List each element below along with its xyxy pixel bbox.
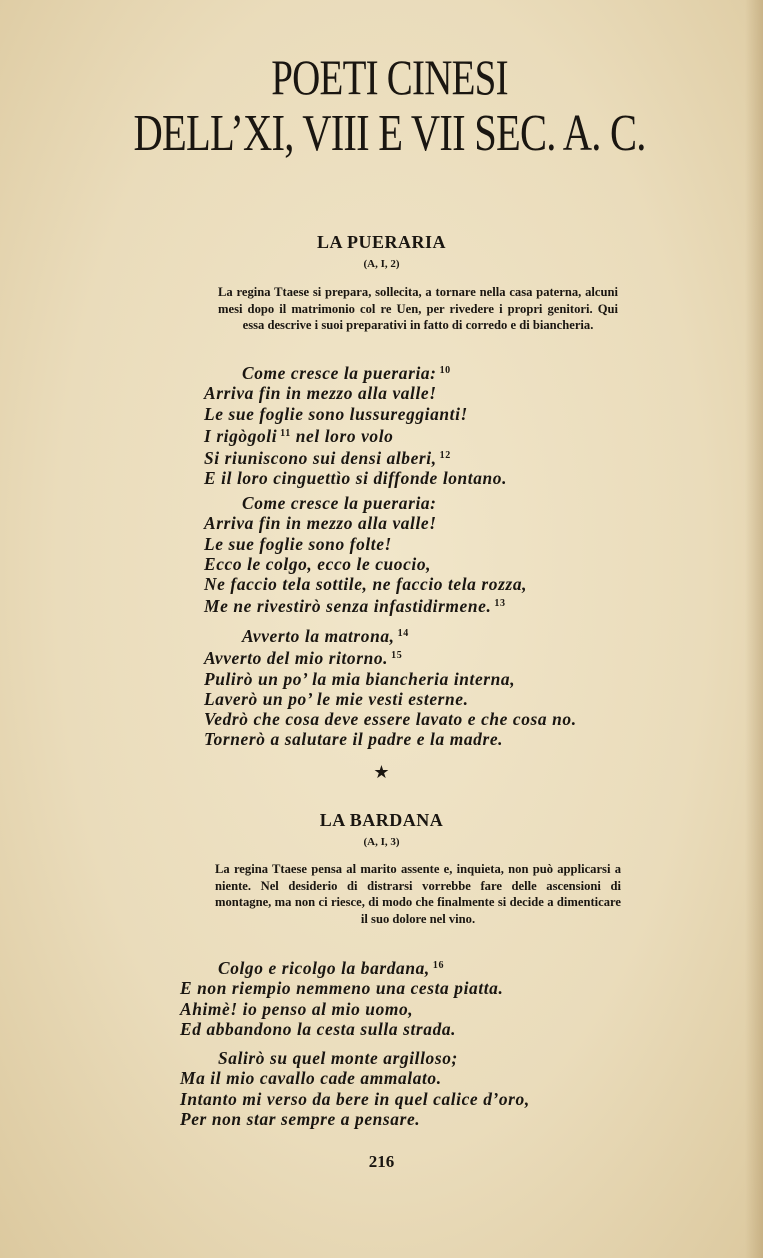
poem-2-intro: La regina Ttaese pensa al marito assente e, inquieta, non può applicarsi a niente. Nel desiderio di distrarsi vorrebbe fare delle ascensioni di montagne, ma non ci riesce, di modo che finalmente si decide a dimenticare il suo dolore nel vino. [215,862,621,926]
verse-line [204,646,577,668]
verse-text: Ecco le colgo, ecco le cuocio, [204,553,432,574]
poem-2-heading: LA BARDANA [319,810,444,830]
verse-line [180,956,503,978]
verse-text: Come cresce la pueraria: [242,493,437,513]
verse-line [204,574,527,594]
verse-line [204,424,507,446]
verse-text: I rigògoli [204,425,278,446]
poem-1-reference: (A, I, 2) [363,258,400,270]
verse-text: Tornerò a salutare il padre e la madre. [204,729,504,750]
verse-text: Intanto mi verso da bere in quel calice d’oro, [180,1088,530,1109]
verse-line [180,999,503,1019]
poem-2-stanza-1 [180,956,503,1039]
verse-line [204,554,527,574]
verse-text: Ma il mio cavallo cade ammalato. [180,1068,442,1089]
verse-line [180,1048,530,1068]
verse-line [204,446,507,468]
verse-line [204,709,577,729]
poem-1-stanza-1 [204,361,507,489]
verse-line [180,1068,530,1088]
footnote-marker: 11 [280,427,291,439]
footnote-marker: 16 [432,960,445,971]
verse-line [204,383,507,403]
verse-text-continued: nel loro volo [290,425,394,446]
poem-2-reference: (A, I, 3) [363,836,400,848]
verse-line [204,404,507,424]
page-title-line-1: POETI CINESI [271,49,508,105]
verse-line [204,493,527,513]
verse-line [204,594,527,616]
poem-1-stanza-2 [204,493,527,617]
verse-text: Avverto del mio ritorno. [204,648,389,669]
verse-line [204,729,577,749]
poem-2-stanza-2 [180,1048,530,1129]
section-separator-star-icon: ★ [373,762,390,783]
footnote-marker: 10 [439,365,451,376]
verse-text: Ne faccio tela sottile, ne faccio tela rozza, [204,574,528,595]
page-number: 216 [368,1152,395,1171]
verse-text: Ed abbandono la cesta sulla strada. [180,1018,457,1039]
poem-1-intro: La regina Ttaese si prepara, sollecita, a tornare nella casa paterna, alcuni mesi dopo il matrimonio col re Uen, per rivedere i propri genitori. Qui essa descrive i suoi preparativi in fatto di corredo e di biancheria. [218,285,618,333]
page-title-line-2: DELL’XI, VIII E VII SEC. A. C. [133,105,646,162]
verse-line [204,689,577,709]
verse-line [204,624,577,646]
verse-line [204,669,577,689]
verse-text: Le sue foglie sono folte! [204,533,392,554]
verse-text: Ahimè! io penso al mio uomo, [180,998,414,1019]
verse-text: Laverò un po’ le mie vesti esterne. [204,688,469,709]
verse-text: Arriva fin in mezzo alla valle! [204,513,437,534]
verse-text: E il loro cinguettìo si diffonde lontano. [204,468,508,489]
footnote-marker: 14 [397,628,409,639]
verse-text: Colgo e ricolgo la bardana, [218,958,430,978]
footnote-marker: 13 [494,598,506,610]
page-edge-shadow [745,0,763,1258]
verse-text: Pulirò un po’ la mia biancheria interna, [204,668,516,689]
verse-text: Avverto la matrona, [242,626,395,646]
verse-text: Salirò su quel monte argilloso; [218,1048,458,1068]
verse-line [180,1089,530,1109]
verse-text: Le sue foglie sono lussureggianti! [204,403,468,424]
verse-text: E non riempio nemmeno una cesta piatta. [180,978,504,999]
poem-1-stanza-3 [204,624,577,750]
poem-1-heading: LA PUERARIA [316,232,446,252]
verse-line [180,1109,530,1129]
verse-text: Come cresce la pueraria: [242,363,437,383]
verse-line [180,978,503,998]
verse-line [204,361,507,383]
verse-text: Vedrò che cosa deve essere lavato e che cosa no. [204,709,577,730]
verse-line [180,1019,503,1039]
verse-text: Si riuniscono sui densi alberi, [204,448,437,469]
footnote-marker: 12 [439,450,451,462]
verse-line [204,534,527,554]
verse-line [204,468,507,488]
verse-line [204,513,527,533]
footnote-marker: 15 [391,650,403,662]
verse-text: Arriva fin in mezzo alla valle! [204,383,437,404]
verse-text: Per non star sempre a pensare. [180,1108,421,1129]
verse-text: Me ne rivestirò senza infastidirmene. [204,596,492,617]
